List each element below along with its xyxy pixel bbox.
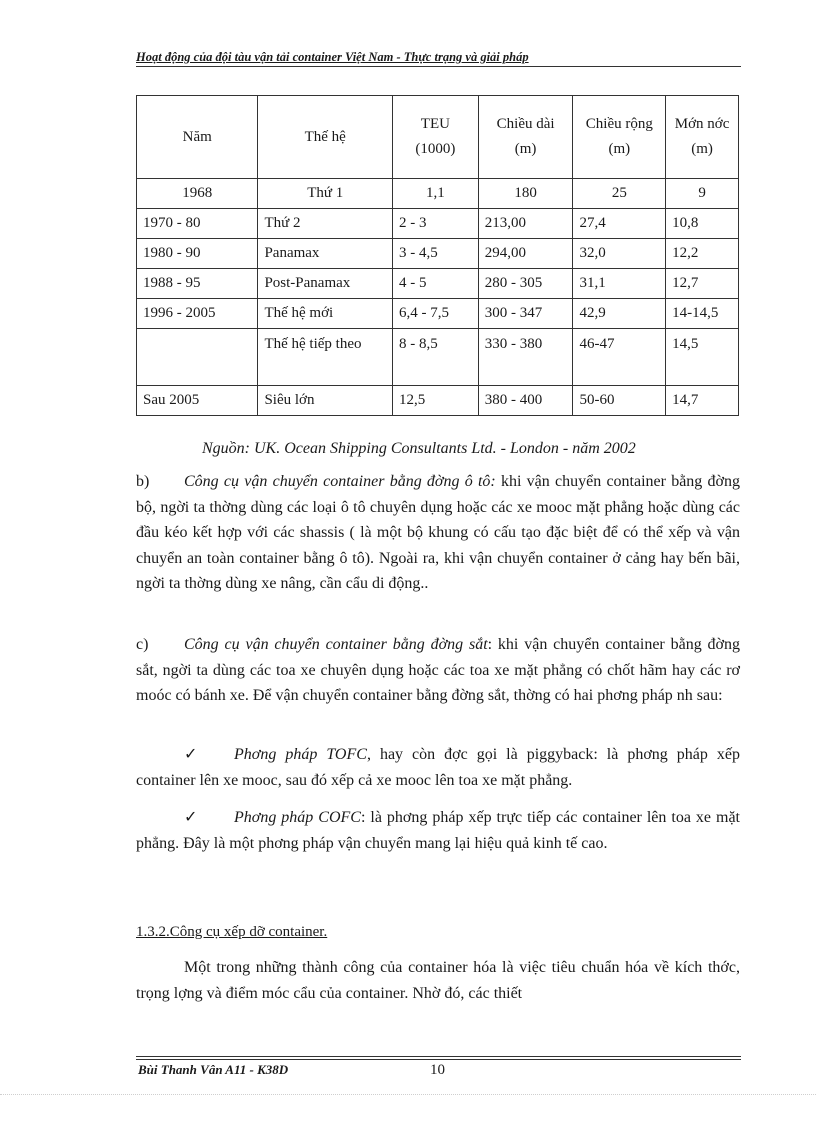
bullet-title: Phơng pháp COFC: [234, 809, 361, 826]
footer-rule: [136, 1059, 741, 1060]
table-row: [137, 269, 739, 299]
col-header-teu: TEU (1000): [392, 96, 478, 179]
table-row: [137, 299, 739, 329]
table-cell: 14,7: [666, 386, 739, 416]
col-header-year: Năm: [137, 96, 258, 179]
table-cell: 12,5: [392, 386, 478, 416]
table-cell: 280 - 305: [478, 269, 573, 299]
table-cell: 3 - 4,5: [392, 239, 478, 269]
paragraph-b: [136, 469, 740, 597]
table-cell: 8 - 8,5: [392, 329, 478, 386]
table-source-note: Nguồn: UK. Ocean Shipping Consultants Ltd. - London - năm 2002: [202, 440, 636, 457]
table-cell: 9: [666, 179, 739, 209]
table-cell: 4 - 5: [392, 269, 478, 299]
footer-author: Bùi Thanh Vân A11 - K38D: [138, 1062, 289, 1077]
table-cell: 14,5: [666, 329, 739, 386]
table-cell: 294,00: [478, 239, 573, 269]
table-row: [137, 239, 739, 269]
col-header-draft: Mớn nớc (m): [666, 96, 739, 179]
table-cell: Siêu lớn: [258, 386, 393, 416]
bullet-title: Phơng pháp TOFC: [234, 746, 367, 763]
paragraph-text: : khi vận chuyển container bằng đờng sắt, ngời ta dùng các toa xe chuyên dụng hoặc các toa xe mặt phẳng có chốt hãm hay các rơ moóc có bánh xe. Để vận chuyển container bằng đờng sắt, thờng có hai phơng pháp nh sau:: [136, 636, 740, 704]
table-cell: Thứ 2: [258, 209, 393, 239]
table-cell: 10,8: [666, 209, 739, 239]
footer-rule: [136, 1056, 741, 1057]
running-header: Hoạt động của đội tàu vận tải container Việt Nam - Thực trạng và giải pháp: [136, 50, 529, 64]
table-cell: 46-47: [573, 329, 666, 386]
table-cell: 12,2: [666, 239, 739, 269]
bullet-text: : là phơng pháp xếp trực tiếp các container lên toa xe mặt phẳng. Đây là một phơng pháp vận chuyển mang lại hiệu quả kinh tế cao.: [136, 809, 741, 852]
table-cell: 180: [478, 179, 573, 209]
bullet-tofc: [136, 742, 740, 793]
table-cell: 330 - 380: [478, 329, 573, 386]
paragraph-label: c): [136, 636, 149, 653]
paragraph-text: Một trong những thành công của container hóa là việc tiêu chuẩn hóa về kích thớc, trọng lợng và điểm móc cẩu của container. Nhờ đó, các thiết: [136, 959, 740, 1002]
table-cell: Post-Panamax: [258, 269, 393, 299]
table-cell: 31,1: [573, 269, 666, 299]
table-cell: 380 - 400: [478, 386, 573, 416]
table-cell: 1970 - 80: [137, 209, 258, 239]
table-cell: 1,1: [392, 179, 478, 209]
table-cell: 1996 - 2005: [137, 299, 258, 329]
col-header-generation: Thế hệ: [258, 96, 393, 179]
col-header-width: Chiều rộng (m): [573, 96, 666, 179]
table-row: [137, 329, 739, 386]
paragraph-title: Công cụ vận chuyển container bằng đờng ô tô:: [184, 473, 496, 490]
table-cell: 2 - 3: [392, 209, 478, 239]
table-cell: 32,0: [573, 239, 666, 269]
table-cell: 42,9: [573, 299, 666, 329]
table-cell: 1988 - 95: [137, 269, 258, 299]
table-cell: 27,4: [573, 209, 666, 239]
check-icon: ✓: [184, 746, 198, 763]
paragraph-c: [136, 632, 740, 709]
bullet-text: , hay còn đợc gọi là piggyback: là phơng pháp xếp container lên xe mooc, sau đó xếp cả xe mooc lên toa xe mặt phẳng.: [136, 746, 741, 789]
col-header-length: Chiều dài (m): [478, 96, 573, 179]
table-cell: 1968: [137, 179, 258, 209]
table-cell: 14-14,5: [666, 299, 739, 329]
table-header-row: [137, 96, 739, 179]
check-icon: ✓: [184, 809, 198, 826]
paragraph-label: b): [136, 473, 150, 490]
section-heading: 1.3.2.Công cụ xếp dỡ container.: [136, 924, 328, 940]
table-cell: [137, 329, 258, 386]
table-row: [137, 209, 739, 239]
table-row: [137, 386, 739, 416]
header-rule: [136, 66, 741, 67]
table-cell: Panamax: [258, 239, 393, 269]
table-cell: 50-60: [573, 386, 666, 416]
page-edge: [0, 1094, 816, 1095]
table-cell: 1980 - 90: [137, 239, 258, 269]
paragraph-text: khi vận chuyển container bằng đờng bộ, ngời ta thờng dùng các loại ô tô chuyên dụng hoặc các xe mooc mặt phẳng hoặc dùng các đầu kéo kết hợp với các shassis ( là một bộ khung có cấu tạo đặc biệt để có thể xếp và vận chuyển an toàn container bằng ô tô). Ngoài ra, khi vận chuyển container ở cảng hay bến bãi, ngời ta thờng dùng xe nâng, cần cẩu di động..: [136, 473, 741, 592]
table-cell: 300 - 347: [478, 299, 573, 329]
bullet-cofc: [136, 805, 740, 856]
paragraph-last: [136, 955, 740, 1006]
table-cell: 12,7: [666, 269, 739, 299]
ship-generation-table: [136, 95, 739, 416]
table-cell: 6,4 - 7,5: [392, 299, 478, 329]
table-cell: Thứ 1: [258, 179, 393, 209]
table-cell: Thế hệ mới: [258, 299, 393, 329]
table-row: [137, 179, 739, 209]
table-cell: 213,00: [478, 209, 573, 239]
table-cell: 25: [573, 179, 666, 209]
table-cell: Thế hệ tiếp theo: [258, 329, 393, 386]
paragraph-title: Công cụ vận chuyển container bằng đờng sắt: [184, 636, 488, 653]
table-cell: Sau 2005: [137, 386, 258, 416]
page-number: 10: [430, 1062, 445, 1078]
